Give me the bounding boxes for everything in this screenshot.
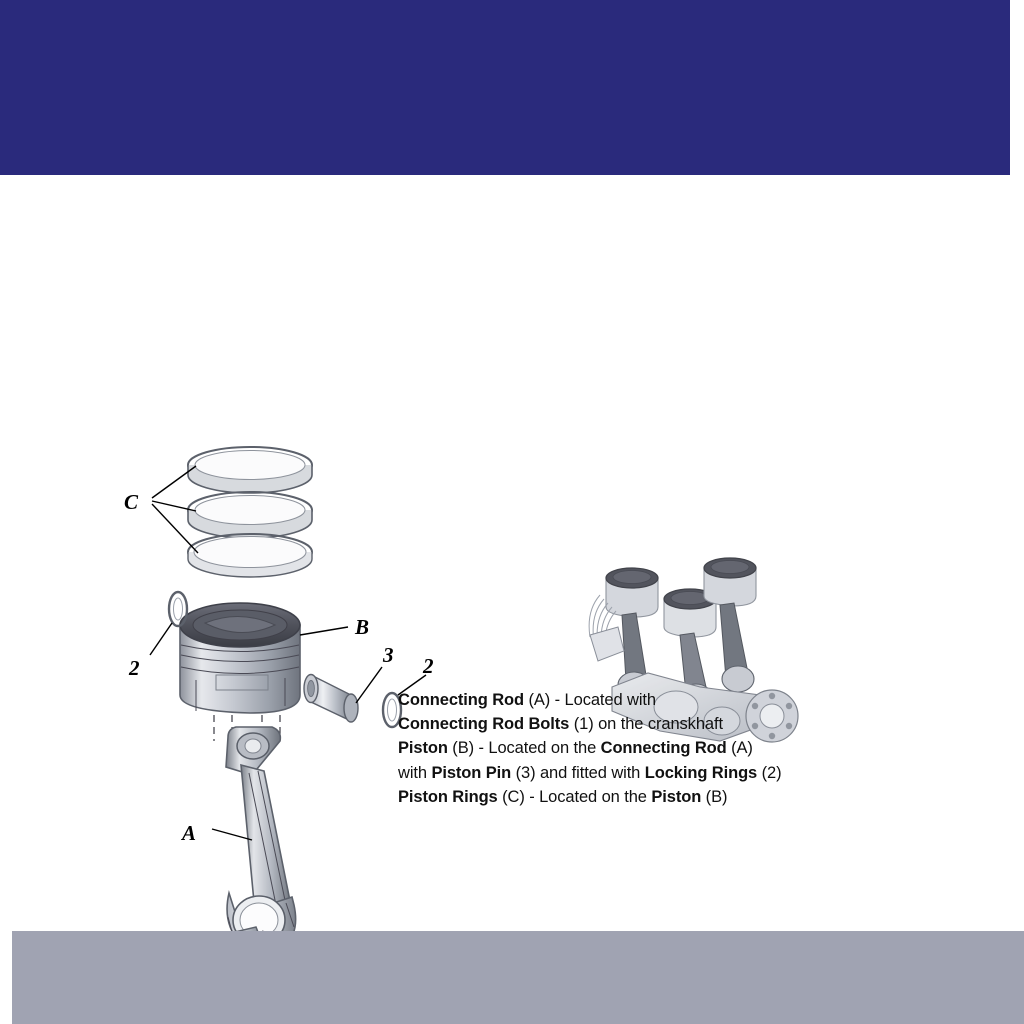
caption-line-3: Piston (B) - Located on the Connecting Rod (A)	[398, 739, 753, 758]
callout-label-2-left: 2	[129, 656, 140, 680]
piston-rings-group	[188, 447, 312, 577]
header-band	[0, 0, 1010, 175]
callout-label-3: 3	[383, 643, 394, 667]
connecting-rod	[222, 727, 296, 965]
callout-label-2-right: 2	[423, 654, 434, 678]
caption-line-2: Connecting Rod Bolts (1) on the cranskhaft	[398, 715, 723, 734]
figure-caption	[398, 688, 868, 809]
caption-line-5: Piston Rings (C) - Located on the Piston (B)	[398, 787, 728, 806]
caption-line-4: with Piston Pin (3) and fitted with Locking Rings (2)	[398, 763, 782, 782]
callout-label-B: B	[355, 615, 370, 639]
callout-B-leader	[300, 627, 348, 635]
callout-A-leader	[212, 829, 252, 840]
caption-line-1: Connecting Rod (A) - Located with	[398, 691, 656, 709]
piston-pin	[304, 675, 358, 723]
locking-ring-left	[169, 592, 187, 626]
callout-2a-leader	[150, 623, 172, 655]
footer-band	[12, 931, 1024, 1024]
callout-label-C: C	[124, 490, 139, 514]
callout-label-A: A	[182, 821, 197, 845]
exploded-diagram	[0, 175, 1024, 931]
callout-3-leader	[356, 667, 382, 703]
